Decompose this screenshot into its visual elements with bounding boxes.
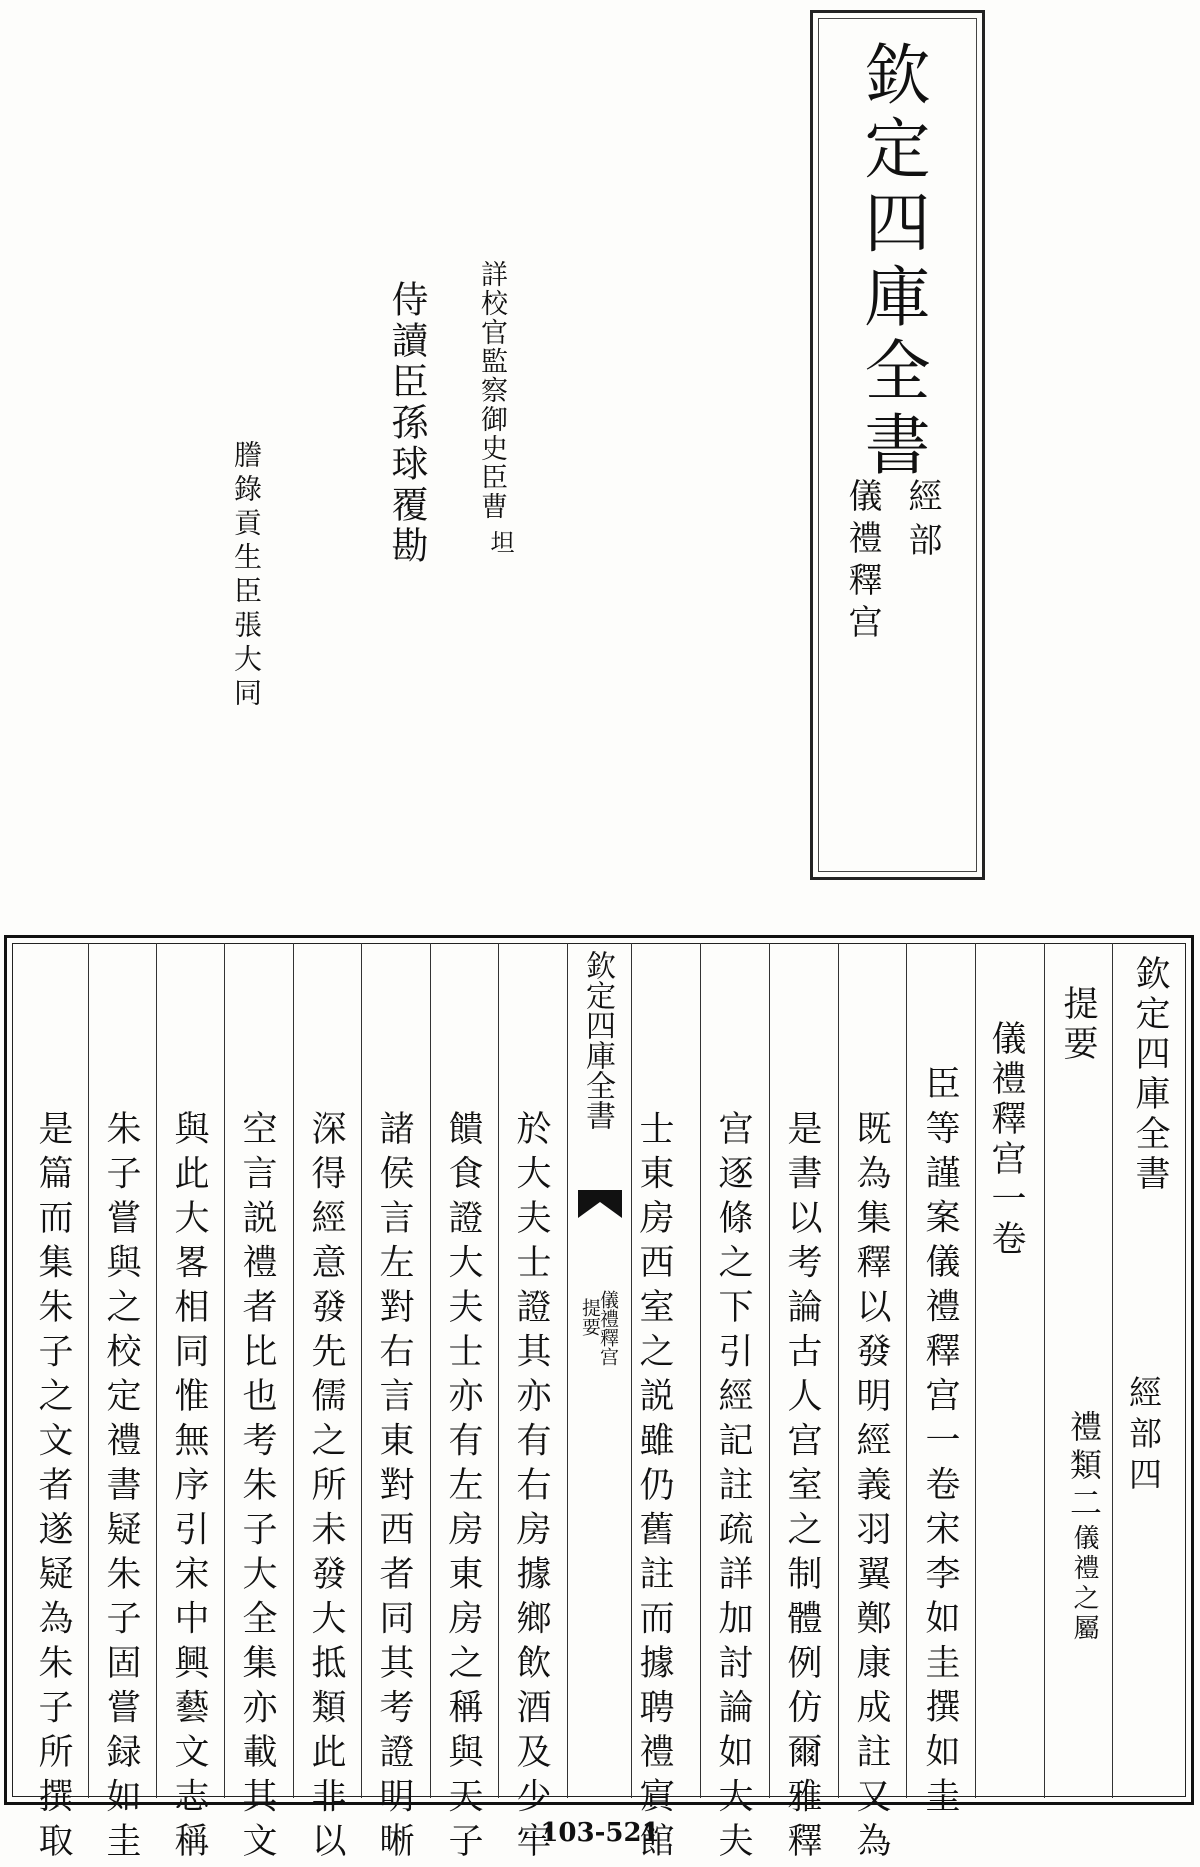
main-title: 欽定四庫全書 <box>853 40 930 484</box>
column-rule <box>361 943 362 1798</box>
subcategory-small: 儀禮之屬 <box>1069 1524 1099 1644</box>
column-rule <box>906 943 907 1798</box>
column-rule <box>838 943 839 1798</box>
column-rule <box>498 943 499 1798</box>
column-rule <box>975 943 976 1798</box>
subcategory-main: 禮類二 <box>1065 1410 1103 1524</box>
column-rule <box>769 943 770 1798</box>
text-column: 饋食證大夫士亦有左房東房之稱與天子 <box>443 1110 483 1867</box>
text-column: 是篇而集朱子之文者遂疑為朱子所撰取 <box>33 1110 73 1867</box>
text-column: 宫逐條之下引經記註疏詳加討論如大夫 <box>713 1110 753 1867</box>
copyist-credit: 謄錄貢生臣張大同 <box>230 440 263 712</box>
center-band-tiyao: 提要 <box>579 1298 601 1336</box>
column-rule <box>1044 943 1045 1798</box>
title-section: 經部 <box>902 478 942 566</box>
column-rule <box>631 943 632 1798</box>
text-column: 士東房西室之説雖仍舊註而據聘禮賔館 <box>634 1110 674 1867</box>
title-book-name: 儀禮釋宫 <box>842 478 882 646</box>
tiyao-label: 提要 <box>1058 985 1098 1065</box>
page-header-title: 欽定四庫全書 <box>1130 955 1170 1195</box>
column-rule <box>1112 943 1113 1798</box>
proofreader-credit: 侍讀臣孫球覆勘 <box>385 280 428 567</box>
column-rule <box>156 943 157 1798</box>
center-band-book: 儀禮釋宫 <box>597 1290 619 1366</box>
book-heading: 儀禮釋宫一卷 <box>986 1020 1026 1260</box>
subcategory-label <box>1065 1410 1103 1644</box>
center-band-title: 欽定四庫全書 <box>580 950 615 1130</box>
column-rule <box>224 943 225 1798</box>
text-column: 臣等謹案儀禮釋宫一卷宋李如圭撰如圭 <box>920 1065 960 1822</box>
column-rule <box>567 943 568 1798</box>
page-number: 103-521 <box>540 1818 660 1848</box>
text-column: 空言説禮者比也考朱子大全集亦載其文 <box>237 1110 277 1867</box>
text-column: 朱子嘗與之校定禮書疑朱子固嘗録如圭 <box>101 1110 141 1867</box>
reviewer-signature: 坦 <box>486 530 514 554</box>
text-column: 既為集釋以發明經義羽翼鄭康成註又為 <box>851 1110 891 1867</box>
text-column: 深得經意發先儒之所未發大抵類此非以 <box>306 1110 346 1867</box>
fish-tail-mark <box>578 1190 622 1218</box>
text-column: 諸侯言左對右言東對西者同其考證明晰 <box>374 1110 414 1867</box>
column-rule <box>88 943 89 1798</box>
text-column: 於大夫士證其亦有右房據鄉飲酒及少牢 <box>511 1110 551 1867</box>
reviewer-credit: 詳校官監察御史臣曹 <box>476 260 507 521</box>
category-label: 經部四 <box>1124 1375 1163 1498</box>
column-rule <box>430 943 431 1798</box>
text-column: 是書以考論古人宫室之制體例仿爾雅釋 <box>782 1110 822 1867</box>
column-rule <box>293 943 294 1798</box>
text-column: 與此大畧相同惟無序引宋中興藝文志稱 <box>169 1110 209 1867</box>
column-rule <box>700 943 701 1798</box>
